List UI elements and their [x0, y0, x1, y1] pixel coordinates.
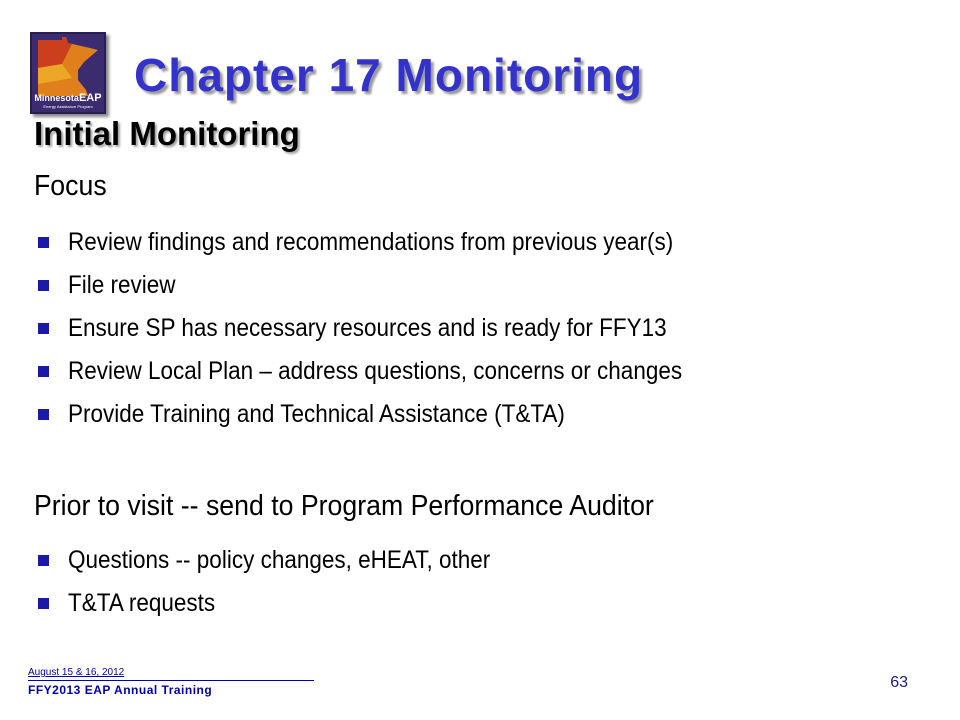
section-heading: Initial Monitoring [34, 115, 300, 152]
bullet-square-icon [38, 555, 49, 566]
list-item: Review findings and recommendations from previous year(s) [38, 221, 750, 264]
focus-heading: Focus [34, 170, 107, 202]
bullet-square-icon [38, 323, 49, 334]
bullet-square-icon [38, 237, 49, 248]
list-item: T&TA requests [38, 582, 537, 625]
minnesota-map-icon [32, 34, 104, 112]
minnesota-eap-logo [30, 32, 106, 114]
bullet-square-icon [38, 366, 49, 377]
list-item: Review Local Plan – address questions, concerns or changes [38, 350, 750, 393]
bullet-square-icon [38, 409, 49, 420]
bullet-square-icon [38, 598, 49, 609]
footer-event-name: FFY2013 EAP Annual Training [28, 683, 213, 697]
page-number: 63 [890, 674, 908, 691]
svg-text:Energy Assistance Program: Energy Assistance Program [43, 104, 93, 109]
prior-list [38, 539, 537, 625]
list-item: File review [38, 264, 750, 307]
bullet-square-icon [38, 280, 49, 291]
list-item: Ensure SP has necessary resources and is ready for FFY13 [38, 307, 750, 350]
prior-to-visit-heading: Prior to visit -- send to Program Performance Auditor [34, 490, 654, 522]
footer-divider [28, 680, 314, 681]
list-item: Questions -- policy changes, eHEAT, other [38, 539, 537, 582]
footer-date: August 15 & 16, 2012 [28, 667, 125, 678]
svg-text:MinnesotaEAP: MinnesotaEAP [34, 92, 102, 104]
focus-list [38, 221, 750, 436]
slide-title: Chapter 17 Monitoring [134, 49, 644, 101]
list-item: Provide Training and Technical Assistance (T&TA) [38, 393, 750, 436]
